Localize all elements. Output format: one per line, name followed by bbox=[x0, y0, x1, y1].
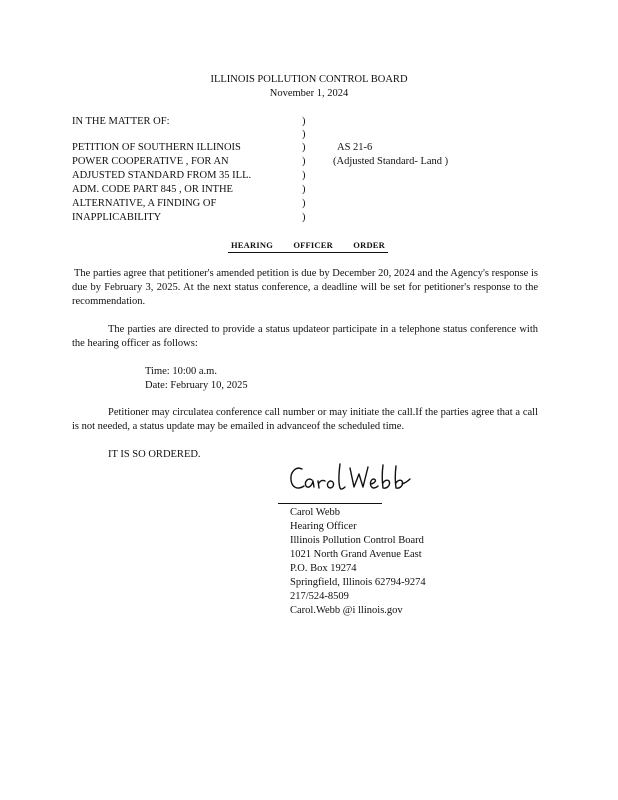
address-street: 1021 North Grand Avenue East bbox=[290, 549, 422, 560]
case-type: (Adjusted Standard- Land ) bbox=[333, 156, 449, 167]
caption-paren: ) bbox=[302, 129, 306, 140]
document-date: November 1, 2024 bbox=[269, 88, 349, 99]
order-title: HEARING OFFICER ORDER bbox=[228, 240, 388, 253]
board-name: ILLINOIS POLLUTION CONTROL BOARD bbox=[210, 74, 408, 85]
caption-paren: ) bbox=[302, 116, 306, 127]
paragraph-call-instructions: Petitioner may circulatea conference call number or may initiate the call.If the parties agree that a call is not needed, a status update may be emailed in advanceof the scheduled time. bbox=[72, 407, 538, 432]
closing-statement: IT IS SO ORDERED. bbox=[108, 449, 201, 460]
conference-time: Time: 10:00 a.m. bbox=[145, 366, 217, 377]
signature-line bbox=[278, 503, 382, 504]
caption-line-3: ADJUSTED STANDARD FROM 35 ILL. bbox=[72, 170, 252, 181]
case-number: AS 21-6 bbox=[337, 142, 373, 153]
handwritten-signature bbox=[288, 460, 418, 496]
caption-paren: ) bbox=[302, 184, 306, 195]
conference-date: Date: February 10, 2025 bbox=[145, 380, 248, 391]
paragraph-schedule: The parties agree that petitioner's amended petition is due by December 20, 2024 and the Agency's response is due by February 3, 2025. At the next status conference, a deadline will be set for petitioner's response to the recommendation. bbox=[72, 268, 538, 307]
signer-email: Carol.Webb @i llinois.gov bbox=[290, 605, 403, 616]
caption-line-2: POWER COOPERATIVE , FOR AN bbox=[72, 156, 229, 167]
caption-paren: ) bbox=[302, 156, 306, 167]
caption-line-5: ALTERNATIVE, A FINDING OF bbox=[72, 198, 217, 209]
caption-line-6: INAPPLICABILITY bbox=[72, 212, 162, 223]
paragraph-directive: The parties are directed to provide a status updateor participate in a telephone status conference with the hearing officer as follows: bbox=[72, 324, 538, 349]
caption-paren: ) bbox=[302, 212, 306, 223]
caption-paren: ) bbox=[302, 170, 306, 181]
address-po-box: P.O. Box 19274 bbox=[290, 563, 357, 574]
signer-title: Hearing Officer bbox=[290, 521, 357, 532]
signer-phone: 217/524-8509 bbox=[290, 591, 349, 602]
signer-name: Carol Webb bbox=[290, 507, 340, 518]
caption-line-4: ADM. CODE PART 845 , OR INTHE bbox=[72, 184, 233, 195]
address-city: Springfield, Illinois 62794-9274 bbox=[290, 577, 426, 588]
caption-line-1: PETITION OF SOUTHERN ILLINOIS bbox=[72, 142, 241, 153]
caption-matter: IN THE MATTER OF: bbox=[72, 116, 170, 127]
signer-agency: Illinois Pollution Control Board bbox=[290, 535, 424, 546]
caption-paren: ) bbox=[302, 142, 306, 153]
caption-paren: ) bbox=[302, 198, 306, 209]
